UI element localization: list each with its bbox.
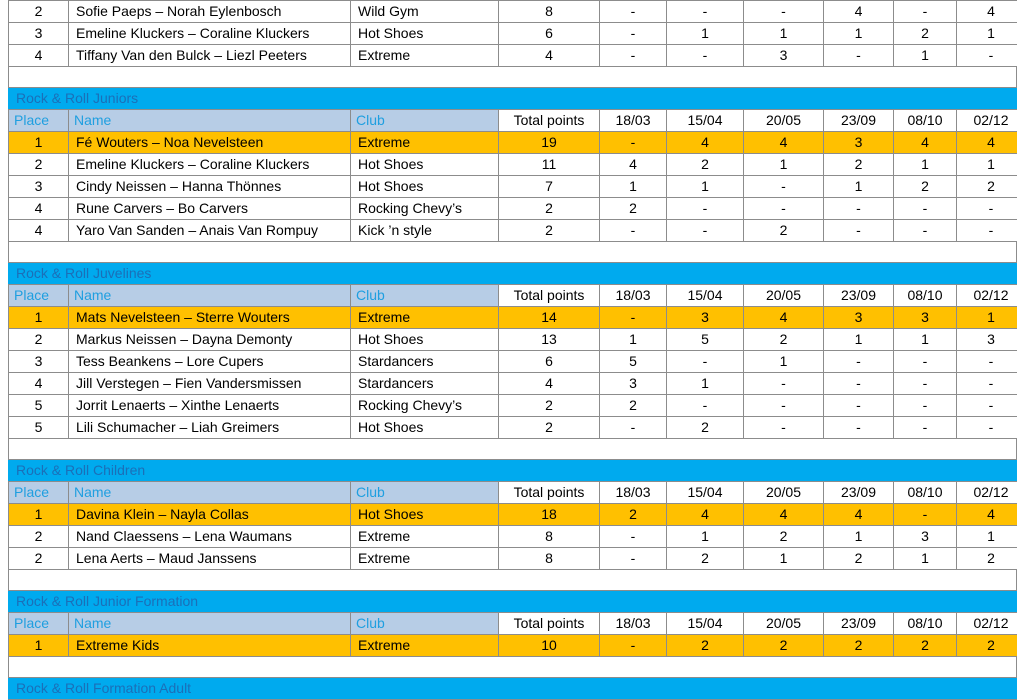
score-cell: -	[823, 351, 893, 372]
score-cell: 2	[823, 548, 893, 569]
club-cell: Extreme	[350, 548, 498, 569]
place-cell: 3	[8, 176, 68, 197]
club-cell: Hot Shoes	[350, 329, 498, 350]
score-cell: -	[599, 1, 666, 22]
score-cell: 2	[743, 220, 823, 241]
score-cell: 3	[823, 132, 893, 153]
date-header: 15/04	[666, 613, 743, 634]
section-title: Rock & Roll Juniors	[8, 88, 1017, 110]
club-cell: Extreme	[350, 526, 498, 547]
score-cell: 1	[599, 329, 666, 350]
score-cell: -	[666, 395, 743, 416]
club-cell: Extreme	[350, 307, 498, 328]
score-cell: -	[599, 417, 666, 438]
club-cell: Stardancers	[350, 351, 498, 372]
score-cell: -	[893, 504, 956, 525]
score-cell: 3	[599, 373, 666, 394]
table-row	[8, 417, 1017, 439]
place-cell: 1	[8, 307, 68, 328]
score-cell: -	[743, 1, 823, 22]
score-cell: 3	[893, 526, 956, 547]
place-cell: 2	[8, 329, 68, 350]
date-header: 08/10	[893, 613, 956, 634]
score-cell: -	[823, 220, 893, 241]
date-header: 23/09	[823, 285, 893, 306]
score-cell: 3	[823, 307, 893, 328]
place-cell: 3	[8, 23, 68, 44]
name-cell: Jorrit Lenaerts – Xinthe Lenaerts	[68, 395, 350, 416]
column-header-row	[8, 285, 1017, 307]
score-cell: 2	[893, 635, 956, 656]
name-cell: Lili Schumacher – Liah Greimers	[68, 417, 350, 438]
score-cell: 4	[956, 1, 1024, 22]
total-points-cell: 6	[498, 351, 599, 372]
date-header: 20/05	[743, 613, 823, 634]
club-cell: Hot Shoes	[350, 504, 498, 525]
score-cell: 4	[956, 132, 1024, 153]
place-cell: 5	[8, 395, 68, 416]
total-points-cell: 10	[498, 635, 599, 656]
score-cell: -	[599, 307, 666, 328]
place-cell: 4	[8, 220, 68, 241]
score-cell: 4	[743, 504, 823, 525]
score-cell: -	[599, 23, 666, 44]
score-cell: 1	[743, 154, 823, 175]
table-row	[8, 329, 1017, 351]
name-cell: Markus Neissen – Dayna Demonty	[68, 329, 350, 350]
total-points-cell: 2	[498, 198, 599, 219]
score-cell: -	[893, 417, 956, 438]
score-cell: -	[743, 395, 823, 416]
club-header: Club	[350, 482, 498, 503]
score-cell: 2	[823, 154, 893, 175]
score-cell: -	[599, 548, 666, 569]
score-cell: 1	[893, 45, 956, 66]
score-cell: 2	[599, 504, 666, 525]
name-cell: Tiffany Van den Bulck – Liezl Peeters	[68, 45, 350, 66]
score-cell: -	[893, 373, 956, 394]
table-row	[8, 351, 1017, 373]
score-cell: 3	[666, 307, 743, 328]
score-cell: 2	[599, 198, 666, 219]
table-row	[8, 198, 1017, 220]
date-header: 02/12	[956, 613, 1024, 634]
score-cell: -	[666, 1, 743, 22]
section-spacer	[8, 67, 1017, 88]
score-cell: 2	[893, 176, 956, 197]
score-cell: 4	[823, 504, 893, 525]
score-cell: 2	[743, 635, 823, 656]
total-points-cell: 6	[498, 23, 599, 44]
total-points-cell: 11	[498, 154, 599, 175]
date-header: 08/10	[893, 285, 956, 306]
name-cell: Jill Verstegen – Fien Vandersmissen	[68, 373, 350, 394]
table-row	[8, 526, 1017, 548]
score-cell: 1	[666, 373, 743, 394]
score-cell: 5	[599, 351, 666, 372]
score-cell: 1	[599, 176, 666, 197]
score-cell: 1	[956, 154, 1024, 175]
score-cell: -	[956, 45, 1024, 66]
place-cell: 2	[8, 526, 68, 547]
place-cell: 2	[8, 154, 68, 175]
score-cell: 2	[956, 176, 1024, 197]
score-cell: -	[599, 45, 666, 66]
total-points-cell: 14	[498, 307, 599, 328]
place-cell: 4	[8, 198, 68, 219]
name-cell: Emeline Kluckers – Coraline Kluckers	[68, 154, 350, 175]
section-spacer	[8, 439, 1017, 460]
section-title: Rock & Roll Juvelines	[8, 263, 1017, 285]
name-header: Name	[68, 613, 350, 634]
total-points-header: Total points	[498, 285, 599, 306]
place-cell: 5	[8, 417, 68, 438]
date-header: 23/09	[823, 110, 893, 131]
score-cell: 1	[956, 526, 1024, 547]
score-cell: 4	[956, 504, 1024, 525]
total-points-header: Total points	[498, 482, 599, 503]
club-cell: Extreme	[350, 45, 498, 66]
club-cell: Hot Shoes	[350, 154, 498, 175]
score-cell: 1	[666, 23, 743, 44]
name-cell: Lena Aerts – Maud Janssens	[68, 548, 350, 569]
score-cell: 1	[956, 307, 1024, 328]
score-cell: -	[956, 220, 1024, 241]
score-cell: 3	[743, 45, 823, 66]
place-cell: 2	[8, 1, 68, 22]
total-points-cell: 2	[498, 395, 599, 416]
total-points-cell: 8	[498, 548, 599, 569]
club-cell: Extreme	[350, 635, 498, 656]
score-cell: 1	[956, 23, 1024, 44]
score-cell: 4	[666, 132, 743, 153]
table-row	[8, 395, 1017, 417]
club-cell: Rocking Chevy’s	[350, 198, 498, 219]
place-cell: 1	[8, 635, 68, 656]
name-header: Name	[68, 482, 350, 503]
club-cell: Hot Shoes	[350, 23, 498, 44]
score-cell: 1	[823, 176, 893, 197]
score-cell: -	[893, 1, 956, 22]
section-title: Rock & Roll Formation Adult	[8, 678, 1017, 700]
score-cell: 1	[893, 548, 956, 569]
score-cell: 2	[743, 329, 823, 350]
club-cell: Extreme	[350, 132, 498, 153]
date-header: 08/10	[893, 482, 956, 503]
score-cell: 2	[893, 23, 956, 44]
score-cell: 1	[743, 23, 823, 44]
club-header: Club	[350, 110, 498, 131]
section-title: Rock & Roll Children	[8, 460, 1017, 482]
date-header: 20/05	[743, 285, 823, 306]
place-cell: 4	[8, 373, 68, 394]
name-cell: Sofie Paeps – Norah Eylenbosch	[68, 1, 350, 22]
total-points-cell: 8	[498, 1, 599, 22]
score-cell: 1	[823, 329, 893, 350]
name-cell: Mats Nevelsteen – Sterre Wouters	[68, 307, 350, 328]
score-cell: -	[666, 351, 743, 372]
section-spacer	[8, 570, 1017, 591]
leader-row	[8, 635, 1017, 657]
place-cell: 2	[8, 548, 68, 569]
place-header: Place	[8, 613, 68, 634]
place-cell: 3	[8, 351, 68, 372]
score-cell: -	[823, 45, 893, 66]
club-cell: Wild Gym	[350, 1, 498, 22]
club-cell: Rocking Chevy’s	[350, 395, 498, 416]
date-header: 18/03	[599, 285, 666, 306]
score-cell: 2	[956, 548, 1024, 569]
table-row	[8, 548, 1017, 570]
name-cell: Tess Beankens – Lore Cupers	[68, 351, 350, 372]
score-cell: -	[743, 176, 823, 197]
table-row	[8, 23, 1017, 45]
date-header: 15/04	[666, 110, 743, 131]
table-row	[8, 45, 1017, 67]
score-cell: 2	[666, 635, 743, 656]
total-points-cell: 8	[498, 526, 599, 547]
score-cell: 1	[823, 526, 893, 547]
date-header: 18/03	[599, 110, 666, 131]
place-header: Place	[8, 482, 68, 503]
club-header: Club	[350, 613, 498, 634]
score-cell: 4	[893, 132, 956, 153]
club-cell: Stardancers	[350, 373, 498, 394]
total-points-cell: 13	[498, 329, 599, 350]
total-points-cell: 19	[498, 132, 599, 153]
score-cell: 2	[666, 417, 743, 438]
date-header: 23/09	[823, 482, 893, 503]
table-row	[8, 176, 1017, 198]
score-cell: -	[893, 220, 956, 241]
total-points-cell: 4	[498, 45, 599, 66]
place-cell: 1	[8, 504, 68, 525]
section-spacer	[8, 242, 1017, 263]
date-header: 08/10	[893, 110, 956, 131]
place-cell: 1	[8, 132, 68, 153]
total-points-header: Total points	[498, 613, 599, 634]
club-cell: Hot Shoes	[350, 176, 498, 197]
club-cell: Kick ’n style	[350, 220, 498, 241]
score-cell: -	[956, 373, 1024, 394]
date-header: 20/05	[743, 110, 823, 131]
name-header: Name	[68, 110, 350, 131]
name-header: Name	[68, 285, 350, 306]
date-header: 15/04	[666, 285, 743, 306]
column-header-row	[8, 613, 1017, 635]
total-points-cell: 2	[498, 417, 599, 438]
total-points-header: Total points	[498, 110, 599, 131]
score-cell: -	[893, 351, 956, 372]
section-spacer	[8, 657, 1017, 678]
score-cell: 3	[893, 307, 956, 328]
score-cell: 2	[956, 635, 1024, 656]
score-cell: 2	[599, 395, 666, 416]
score-cell: -	[823, 417, 893, 438]
place-header: Place	[8, 110, 68, 131]
name-cell: Davina Klein – Nayla Collas	[68, 504, 350, 525]
score-cell: 3	[956, 329, 1024, 350]
leader-row	[8, 504, 1017, 526]
score-cell: -	[956, 198, 1024, 219]
date-header: 02/12	[956, 482, 1024, 503]
date-header: 02/12	[956, 110, 1024, 131]
score-cell: -	[893, 198, 956, 219]
score-cell: 1	[666, 176, 743, 197]
score-cell: 4	[743, 307, 823, 328]
score-cell: -	[599, 526, 666, 547]
name-cell: Rune Carvers – Bo Carvers	[68, 198, 350, 219]
score-cell: -	[666, 220, 743, 241]
date-header: 18/03	[599, 482, 666, 503]
score-cell: -	[599, 635, 666, 656]
score-cell: -	[666, 45, 743, 66]
score-cell: -	[823, 395, 893, 416]
total-points-cell: 7	[498, 176, 599, 197]
score-cell: 4	[743, 132, 823, 153]
score-cell: 2	[823, 635, 893, 656]
ranking-sheet	[8, 0, 1017, 700]
score-cell: 2	[666, 548, 743, 569]
score-cell: -	[599, 132, 666, 153]
total-points-cell: 2	[498, 220, 599, 241]
date-header: 15/04	[666, 482, 743, 503]
score-cell: 1	[893, 154, 956, 175]
score-cell: -	[743, 373, 823, 394]
score-cell: -	[956, 417, 1024, 438]
total-points-cell: 18	[498, 504, 599, 525]
column-header-row	[8, 110, 1017, 132]
table-row	[8, 373, 1017, 395]
table-row	[8, 0, 1017, 23]
score-cell: 1	[823, 23, 893, 44]
name-cell: Cindy Neissen – Hanna Thönnes	[68, 176, 350, 197]
score-cell: -	[823, 373, 893, 394]
score-cell: 1	[893, 329, 956, 350]
leader-row	[8, 307, 1017, 329]
date-header: 02/12	[956, 285, 1024, 306]
score-cell: -	[893, 395, 956, 416]
score-cell: -	[743, 417, 823, 438]
score-cell: -	[956, 395, 1024, 416]
score-cell: 4	[666, 504, 743, 525]
leader-row	[8, 132, 1017, 154]
score-cell: 1	[743, 548, 823, 569]
score-cell: -	[743, 198, 823, 219]
column-header-row	[8, 482, 1017, 504]
place-header: Place	[8, 285, 68, 306]
score-cell: 4	[599, 154, 666, 175]
score-cell: 2	[666, 154, 743, 175]
score-cell: 1	[666, 526, 743, 547]
score-cell: -	[599, 220, 666, 241]
name-cell: Yaro Van Sanden – Anais Van Rompuy	[68, 220, 350, 241]
date-header: 23/09	[823, 613, 893, 634]
score-cell: -	[956, 351, 1024, 372]
name-cell: Fé Wouters – Noa Nevelsteen	[68, 132, 350, 153]
score-cell: 5	[666, 329, 743, 350]
date-header: 18/03	[599, 613, 666, 634]
score-cell: -	[666, 198, 743, 219]
total-points-cell: 4	[498, 373, 599, 394]
table-row	[8, 220, 1017, 242]
club-cell: Hot Shoes	[350, 417, 498, 438]
name-cell: Emeline Kluckers – Coraline Kluckers	[68, 23, 350, 44]
name-cell: Extreme Kids	[68, 635, 350, 656]
score-cell: 1	[743, 351, 823, 372]
name-cell: Nand Claessens – Lena Waumans	[68, 526, 350, 547]
section-title: Rock & Roll Junior Formation	[8, 591, 1017, 613]
score-cell: 2	[743, 526, 823, 547]
date-header: 20/05	[743, 482, 823, 503]
club-header: Club	[350, 285, 498, 306]
score-cell: 4	[823, 1, 893, 22]
table-row	[8, 154, 1017, 176]
place-cell: 4	[8, 45, 68, 66]
score-cell: -	[823, 198, 893, 219]
